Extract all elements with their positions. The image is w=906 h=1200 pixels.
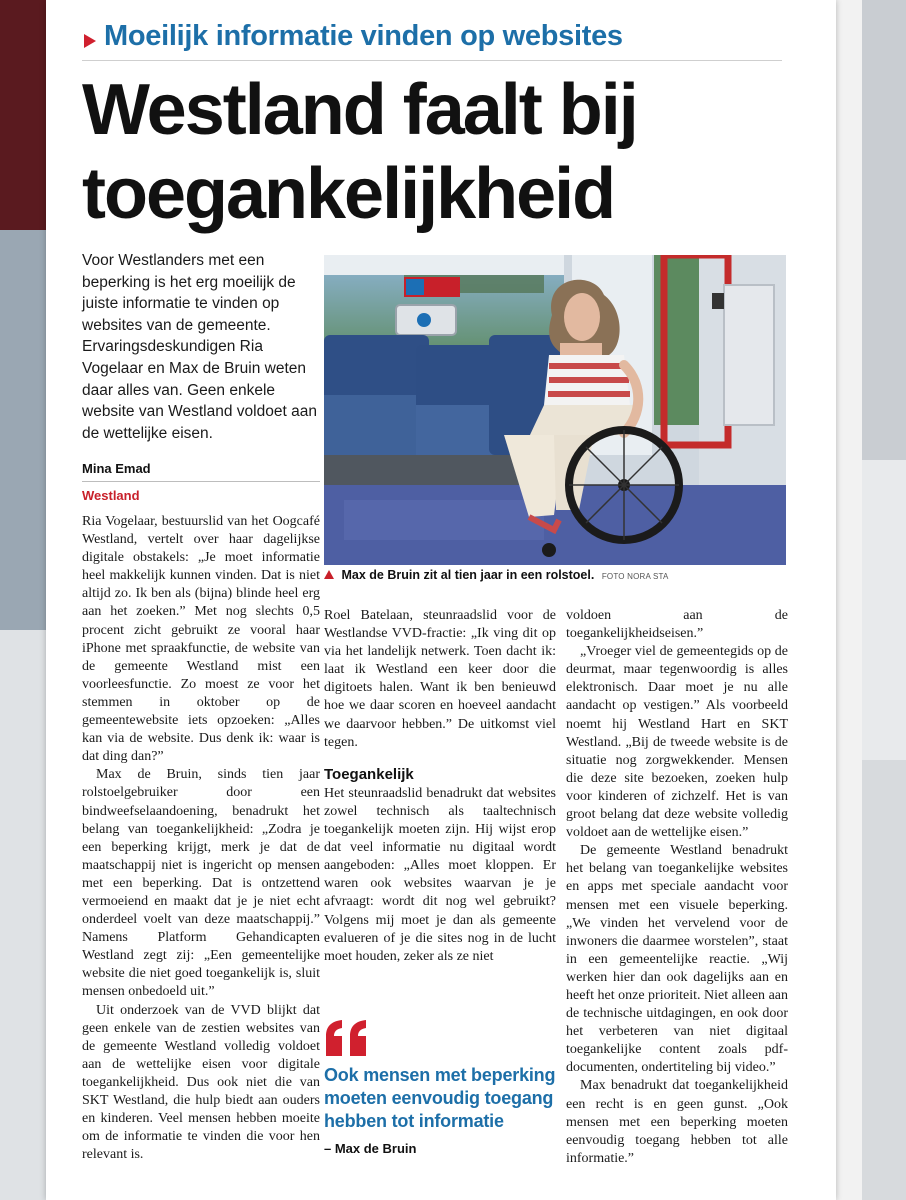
background-left — [0, 0, 46, 1200]
kicker-marker-icon — [84, 34, 96, 48]
background-block — [0, 230, 46, 630]
background-right — [836, 0, 906, 1200]
background-block — [0, 630, 46, 1200]
body-paragraph: Max de Bruin, sinds tien jaar rolstoelgebruiker door een bindweefselaandoening, benadrukt het belang van toegankelijkheid: „Zodra je een beperking krijgt, merk je dat de maatschappij niet is ingericht op mensen met een beperking. Dat is ontzettend vermoeiend en maakt dat je je niet echt onderdeel voelt van deze maatschappij.” Namens Platform Gehandicapten Westland zegt zij: „Een gemeentelijke website die niet goed toegankelijk is, sluit mensen onbedoeld uit.” — [82, 767, 320, 1000]
body-column-3 — [566, 607, 788, 1168]
pull-quote — [324, 1020, 556, 1156]
location-tag: Westland — [82, 488, 140, 503]
body-paragraph: Uit onderzoek van de VVD blijkt dat geen enkele van de zestien websites van de gemeente Westland volledig voldoet aan de wettelijke eisen voor digitale toegankelijkheid. Dus ook niet die van SKT Westland, die hulp biedt aan ouders en kinderen. Veel mensen hebben moeite om de informatie te vinden die voor hen relevant is. — [82, 1002, 320, 1163]
intro-paragraph: Voor Westlanders met een beperking is het erg moeilijk de juiste informatie te vinden op websites van de gemeente. Ervaringsdeskundigen Ria Vogelaar en Max de Bruin weten daar alles van. Geen enkele website van Westland voldoet aan de wettelijke eisen. — [82, 252, 317, 442]
caption-text: Max de Bruin zit al tien jaar in een rolstoel. — [341, 568, 595, 582]
background-block — [862, 460, 906, 760]
quote-mark-icon — [324, 1020, 370, 1056]
kicker — [82, 20, 782, 61]
background-block — [862, 760, 906, 1200]
author-name: Mina Emad — [82, 461, 320, 482]
background-block — [862, 0, 906, 460]
article-photo — [324, 255, 786, 565]
kicker-text: Moeilijk informatie vinden op websites — [104, 20, 623, 52]
headline: Westland faalt bij toegankelijkheid — [82, 70, 637, 234]
body-paragraph: Roel Batelaan, steunraadslid voor de Westlandse VVD-fractie: „Ik ving dit op via het landelijk netwerk. Toen dacht ik: laat ik Westland een keer door die digitoets halen. Want ik ben benieuwd hoe we daar scoren en hoeveel aandacht we daarvoor hebben.” De uitkomst viel tegen. — [324, 608, 556, 750]
newspaper-page — [46, 0, 836, 1200]
body-paragraph: voldoen aan de toegankelijkheidseisen.” — [566, 608, 788, 642]
pull-quote-author: – Max de Bruin — [324, 1141, 417, 1156]
wheelchair-icon — [406, 279, 424, 295]
body-paragraph: Het steunraadslid benadrukt dat websites zowel technisch als taaltechnisch toegankelijk moeten zijn. Hij wijst erop dat veel informatie nu digitaal wordt aangeboden: „Alles moet kloppen. Er waren ook websites waarvan je je afvraagt: wordt dit nog wel gebruikt? Volgens mij moet je dan als gemeente evalueren of je die sites nog in de lucht moet houden, zeker als ze niet — [324, 785, 556, 964]
body-paragraph: Ria Vogelaar, bestuurslid van het Oogcafé Westland, vertelt over haar dagelijkse digitale obstakels: „Je moet informatie heel makkelijk kunnen vinden. Dat is niet altijd zo. Ik ben als (bijna) blinde heel erg aan het zoeken.” Met nog slechts 0,5 procent zicht gebruikt ze vooral haar iPhone met spraakfunctie, de website van de gemeente Westland mist een voorleesfunctie. Zo moest ze voor het stemmen in oktober op de gemeentewebsite iets opzoeken: „Alles kan via de website. Dus denk ik: waar is dat ding dan?” — [82, 514, 320, 765]
body-paragraph: „Vroeger viel de gemeentegids op de deurmat, maar tegenwoordig is alles elektronisch. Daar moet je nu alle aandacht op vestigen.” Als voorbeeld noemt hij Westland Hart en SKT Westland. „Bij de tweede website is de situatie nog zorgwekkender. Mensen die deze site bezoeken, zoeken hulp voor kinderen of zichzelf. Het is van groot belang dat deze website volledig voldoet aan de wettelijke eisen.” — [566, 644, 788, 841]
body-paragraph: Max benadrukt dat toegankelijkheid een recht is en geen gunst. „Ook mensen met een beperking moeten eenvoudig toegang hebben tot alle informatie.” — [566, 1078, 788, 1166]
background-block — [0, 0, 46, 230]
body-column-1 — [82, 513, 320, 1164]
byline — [82, 461, 320, 503]
pull-quote-text: Ook mensen met beperking moeten eenvoudig toegang hebben tot informatie — [324, 1065, 556, 1131]
body-column-2 — [324, 607, 556, 966]
caption-triangle-icon — [324, 570, 334, 579]
photo-illustration — [324, 255, 786, 565]
section-subhead: Toegankelijk — [324, 765, 414, 783]
body-paragraph: De gemeente Westland benadrukt het belang van toegankelijke websites en apps met speciale aandacht voor mensen met een visuele beperking. „We vinden het vervelend voor de inwoners die daarmee worstelen”, staat in een gemeentelijke reactie. „Wij werken hier dan ook dagelijks aan en heeft het onze prioriteit. Niet alleen aan de technische uitdagingen, en ook door het verbeteren van niet digitaal toegankelijke content zoals pdf-documenten, ondertiteling bij video.” — [566, 843, 788, 1076]
photo-caption — [324, 568, 786, 582]
photo-credit: FOTO NORA STA — [601, 572, 669, 581]
